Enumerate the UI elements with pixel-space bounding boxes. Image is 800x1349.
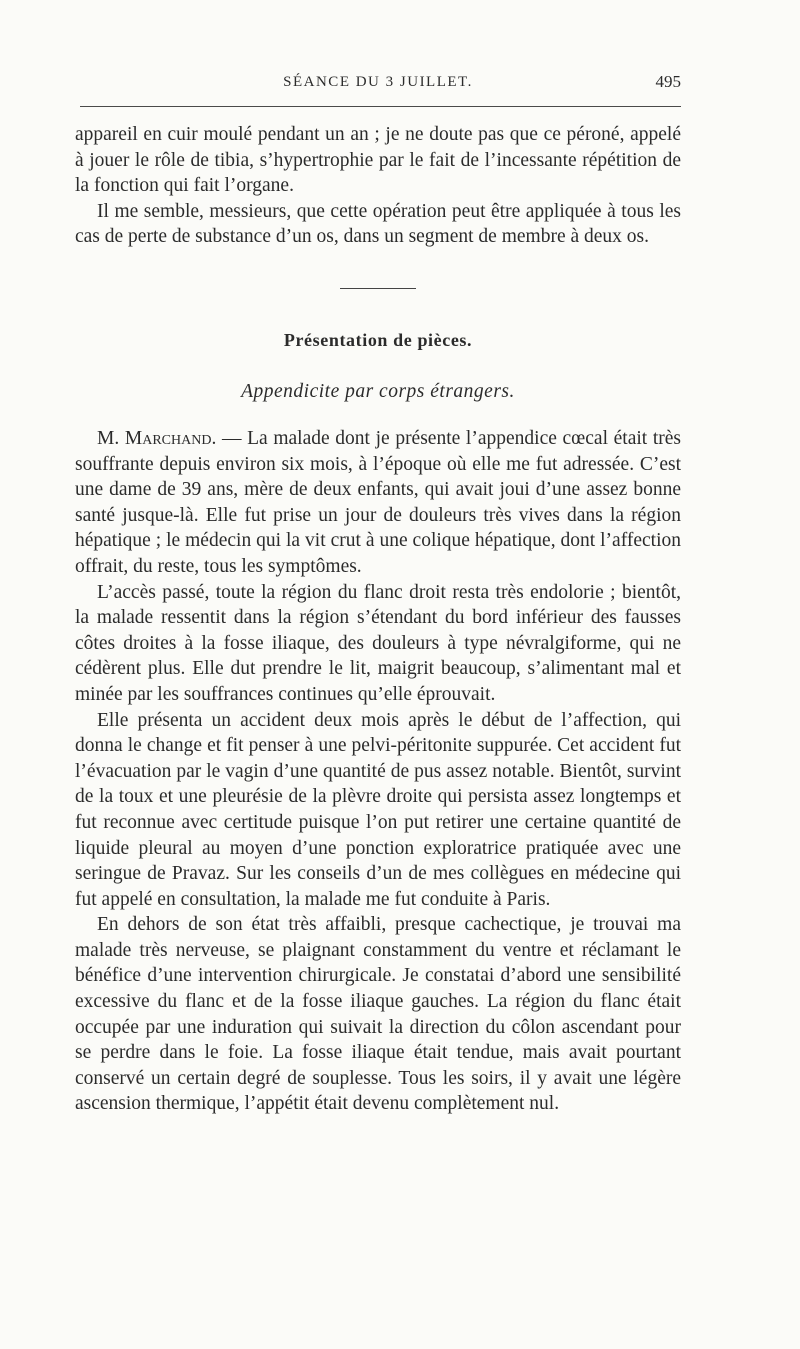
- section-subtitle: Appendicite par corps étrangers.: [241, 381, 515, 402]
- paragraph: Elle présenta un accident deux mois après le début de l’affection, qui donna le change et fit penser à une pelvi-péritonite suppurée. Cet accident fut l’évacuation par le vagin d’une quantité de pus assez notable. Bientôt, survint de la toux et une pleurésie de la plèvre droite qui persista assez longtemps et fut reconnue avec certitude puisque l’on put retirer une certaine quantité de liquide pleural au moyen d’une ponction exploratrice pratiquée avec une seringue de Pravaz. Sur les conseils d’un de mes collègues en médecine qui fut appelé en consultation, la malade me fut conduite à Paris.: [75, 709, 681, 910]
- paragraph: En dehors de son état très affaibli, presque cachectique, je trouvai ma malade très nerveuse, se plaignant constamment du ventre et réclamant le bénéfice d’une intervention chirurgicale. Je constatai d’abord une sensibilité excessive du flanc et de la fosse iliaque gauches. La région du flanc était occupée par une induration qui suivait la direction du côlon ascendant pour se perdre dans le foie. La fosse iliaque était tendue, mais avait pourtant conservé un certain degré de souplesse. Tous les soirs, il y avait une légère ascension thermique, l’appétit était devenu complètement nul.: [75, 914, 681, 1115]
- running-title: SÉANCE DU 3 JUILLET.: [283, 74, 473, 90]
- section-title: Présentation de pièces.: [283, 330, 473, 350]
- paragraph-text: La malade dont je présente l’appendice cœcal était très souffrante depuis environ six mois, à l’époque où elle me fut adressée. C’est une dame de 39 ans, mère de deux enfants, qui avait joui d’une assez bonne santé jusque-là. Elle fut prise un jour de douleurs très vives dans la région hépatique ; le médecin qui la vit crut à une colique hépatique, dont l’affection offrait, du reste, tous les symptômes.: [75, 428, 682, 577]
- document-page: [75, 0, 681, 1349]
- page-number: 495: [655, 72, 681, 91]
- paragraph: Il me semble, messieurs, que cette opération peut être appliquée à tous les cas de perte de substance d’un os, dans un segment de membre à deux os.: [75, 200, 681, 248]
- intro-text: [75, 122, 681, 250]
- paragraph-continuation: appareil en cuir moulé pendant un an ; je ne doute pas que ce péroné, appelé à jouer le rôle de tibia, s’hypertrophie par le fait de l’incessante répétition de la fonction qui fait l’organe.: [75, 124, 681, 197]
- section-separator: [340, 288, 416, 289]
- speaker-prefix: M.: [97, 428, 125, 449]
- paragraph: L’accès passé, toute la région du flanc droit resta très endolorie ; bientôt, la malade ressentit dans la région s’étendant du bord inférieur des fausses côtes droites à la fosse iliaque, des douleurs à type névralgiforme, qui ne cédèrent plus. Elle dut prendre le lit, maigrit beaucoup, s’alimentant mal et minée par les souffrances continues qu’elle éprouvait.: [75, 581, 681, 705]
- header-rule: [80, 106, 681, 107]
- paragraph-speaker: [75, 426, 681, 580]
- speaker-dash: . —: [211, 428, 248, 449]
- speaker-name: Marchand: [124, 428, 212, 449]
- running-head: [75, 74, 681, 96]
- main-text: [75, 426, 681, 1117]
